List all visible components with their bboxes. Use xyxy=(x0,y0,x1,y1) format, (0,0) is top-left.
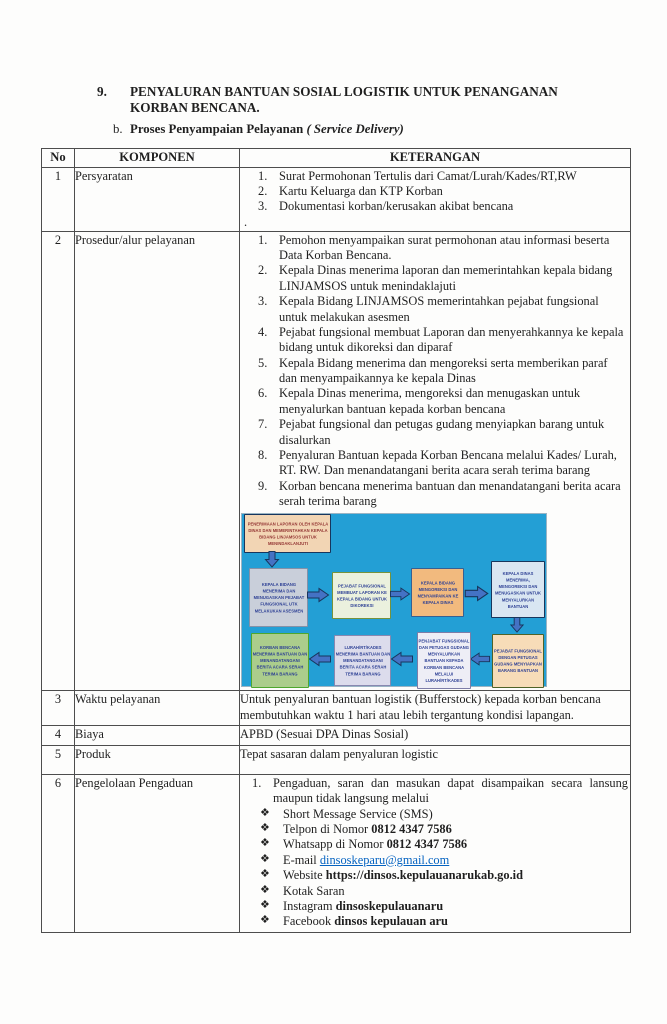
list-item xyxy=(258,325,630,356)
row1-no: 1 xyxy=(42,167,75,231)
channel-label: Website xyxy=(283,868,326,883)
flow-arrow-down-icon xyxy=(265,551,279,568)
channel-item xyxy=(260,853,630,868)
flow-box-text: PENERIMAAN LAPORAN OLEH KEPALA DINAS DAN MEMERINTAHKAN KEPALA BIDANG LINJAMSOS UNTUK MENINDAKLANJUTI xyxy=(247,521,328,547)
channel-text xyxy=(283,837,630,852)
table-row xyxy=(42,774,631,932)
channel-item xyxy=(260,868,630,883)
list-item xyxy=(258,356,630,387)
flow-arrow-left-icon xyxy=(391,652,413,666)
subheading-letter: b. xyxy=(113,122,123,137)
flow-box-pejabat-membuat-laporan xyxy=(332,572,391,619)
channel-item xyxy=(260,807,630,822)
channel-label: Whatsapp di Nomor xyxy=(283,837,387,852)
header-keterangan: KETERANGAN xyxy=(240,149,631,168)
row4-no: 4 xyxy=(42,726,75,745)
list-item xyxy=(258,417,630,448)
channel-label: Instagram xyxy=(283,898,336,913)
list-item-number: 2. xyxy=(258,263,268,278)
persyaratan-list xyxy=(240,169,630,215)
list-item-number: 2. xyxy=(258,183,268,198)
flow-box-text: PENJABAT FUNGSIONAL DAN PETUGAS GUDANG MENYALURKAN BANTUAN KEPADA KORBAN BENCANA MELALUI LURAH/RT/KADES xyxy=(418,639,470,683)
intro-number: 1. xyxy=(252,775,262,790)
channel-text xyxy=(283,807,630,822)
flow-box-text: LURAH/RT/KADES MENERIMA BANTUAN DAN MENANDATANGANI BERITA ACARA SERAH TERIMA BARANG xyxy=(335,645,390,677)
channel-label: Short Message Service (SMS) xyxy=(283,806,433,821)
list-item xyxy=(258,263,630,294)
diamond-bullet-icon: ❖ xyxy=(260,883,270,896)
heading-block xyxy=(97,84,602,138)
channel-label: Telpon di Nomor xyxy=(283,822,372,837)
heading-line2: KORBAN BENCANA. xyxy=(130,100,260,116)
flow-box-text: PEJABAT FUNGSIONAL MEMBUAT LAPORAN KE KEPALA BIDANG UNTUK DIKOREKSI xyxy=(336,583,387,609)
email-link[interactable]: dinsoskeparu@gmail.com xyxy=(319,852,450,867)
list-item-number: 1. xyxy=(258,168,268,183)
list-item-text: Pemohon menyampaikan surat permohonan atau informasi beserta Data Korban Bencana. xyxy=(279,232,610,263)
channel-item xyxy=(260,822,630,837)
header-no: No xyxy=(42,149,75,168)
channel-text xyxy=(283,868,630,883)
list-item-number: 3. xyxy=(258,199,268,214)
diamond-bullet-icon: ❖ xyxy=(260,806,270,819)
diamond-bullet-icon: ❖ xyxy=(260,914,270,927)
list-item-number: 5. xyxy=(258,355,268,370)
list-item xyxy=(258,169,630,184)
row6-no: 6 xyxy=(42,774,75,932)
subheading-title-text: Proses Penyampaian Pelayanan xyxy=(130,122,307,137)
row2-keterangan xyxy=(240,231,631,691)
row3-no: 3 xyxy=(42,691,75,726)
list-item-text: Pejabat fungsional membuat Laporan dan menyerahkannya ke kepala bidang untuk dikoreksi dan diparaf xyxy=(279,324,624,355)
row5-no: 5 xyxy=(42,745,75,774)
list-item xyxy=(258,199,630,214)
flow-box-text: KEPALA DINAS MENERIMA, MENGOREKSI DAN MENUGASKAN UNTUK MENYALURKAN BANTUAN xyxy=(494,571,542,609)
flow-box-kepala-bidang-mengoreksi xyxy=(411,568,464,617)
flow-box-text: KEPALA BIDANG MENERIMA DAN MENUGASKAN PEJABAT FUNGSIONAL UTK MELAKUKAN ASESMEN xyxy=(253,582,304,614)
channel-item xyxy=(260,837,630,852)
list-item-number: 6. xyxy=(258,386,268,401)
heading-line1: PENYALURAN BANTUAN SOSIAL LOGISTIK UNTUK PENANGANAN xyxy=(130,84,558,99)
flow-box-korban-menerima xyxy=(251,633,309,688)
channel-text xyxy=(283,822,630,837)
list-item-text: Kartu Keluarga dan KTP Korban xyxy=(279,183,443,198)
row4-keterangan: APBD (Sesuai DPA Dinas Sosial) xyxy=(240,726,631,745)
flow-box-text: PEJABAT FUNGSIONAL DENGAN PETUGAS GUDANG MENYIAPKAN BARANG BANTUAN xyxy=(494,649,542,674)
list-item-number: 7. xyxy=(258,417,268,432)
channel-label: Facebook xyxy=(283,914,335,929)
channel-value-bold: dinsos kepulauan aru xyxy=(334,914,448,929)
channel-item xyxy=(260,899,630,914)
diamond-bullet-icon: ❖ xyxy=(260,898,270,911)
list-item-text: Surat Permohonan Tertulis dari Camat/Lurah/Kades/RT,RW xyxy=(279,168,577,183)
row2-no: 2 xyxy=(42,231,75,691)
diamond-bullet-icon: ❖ xyxy=(260,837,270,850)
row3-keterangan: Untuk penyaluran bantuan logistik (Bufferstock) kepada korban bencana membutuhkan waktu 1 hari atau lebih tergantung kondisi lapangan. xyxy=(240,691,631,726)
row2-komponen: Prosedur/alur pelayanan xyxy=(75,231,240,691)
channel-text xyxy=(283,914,630,929)
row1-keterangan xyxy=(240,167,631,231)
list-item-number: 1. xyxy=(258,232,268,247)
pengaduan-intro xyxy=(240,776,630,807)
flow-arrow-right-icon xyxy=(307,588,329,602)
channel-label: E-mail xyxy=(283,852,320,867)
prosedur-list xyxy=(240,233,630,510)
flow-arrow-left-icon xyxy=(309,652,331,666)
table-row xyxy=(42,745,631,774)
flow-box-petugas-gudang-menyiapkan xyxy=(492,634,544,688)
channel-text xyxy=(283,884,630,899)
channel-label: Kotak Saran xyxy=(283,883,345,898)
flow-box-menyalurkan-bantuan xyxy=(417,632,471,689)
pengaduan-channels-list xyxy=(240,807,630,930)
procedure-flowchart xyxy=(241,513,547,687)
flow-box-text: KEPALA BIDANG MENGOREKSI DAN MENYAMPAIKAN KE KEPALA DINAS xyxy=(417,580,458,606)
list-item xyxy=(258,448,630,479)
row5-keterangan: Tepat sasaran dalam penyaluran logistic xyxy=(240,745,631,774)
subheading-title-italic: ( Service Delivery) xyxy=(306,122,404,137)
table-row xyxy=(42,726,631,745)
diamond-bullet-icon: ❖ xyxy=(260,868,270,881)
list-item-text: Kepala Bidang LINJAMSOS memerintahkan pejabat fungsional untuk melakukan asesmen xyxy=(279,294,599,324)
row6-komponen: Pengelolaan Pengaduan xyxy=(75,774,240,932)
list-item xyxy=(258,479,630,510)
flow-box-kepala-bidang-menugaskan xyxy=(249,568,308,627)
intro-text: Pengaduan, saran dan masukan dapat disampaikan secara lansung maupun tidak langsung melalui xyxy=(273,775,628,806)
list-item-text: Kepala Dinas menerima laporan dan memerintahkan kepala bidang LINJAMSOS untuk menindaklajuti xyxy=(279,263,613,293)
channel-value-bold: https://dinsos.kepulauanarukab.go.id xyxy=(325,868,524,883)
list-item-text: Pejabat fungsional dan petugas gudang menyiapkan barang untuk disalurkan xyxy=(279,417,605,447)
list-item-number: 8. xyxy=(258,447,268,462)
channel-text xyxy=(283,853,630,868)
table-row xyxy=(42,691,631,726)
flow-box-lurah-menerima xyxy=(334,635,391,686)
heading-number: 9. xyxy=(97,84,107,99)
flow-arrow-left-icon xyxy=(470,652,490,666)
row4-komponen: Biaya xyxy=(75,726,240,745)
table-row xyxy=(42,231,631,691)
list-item-text: Penyaluran Bantuan kepada Korban Bencana melalui Kades/ Lurah, RT. RW. Dan menandatangani berita acara serah terima barang xyxy=(279,447,617,478)
diamond-bullet-icon: ❖ xyxy=(260,852,270,865)
row6-keterangan xyxy=(240,774,631,932)
row5-komponen: Produk xyxy=(75,745,240,774)
list-item xyxy=(258,294,630,325)
list-item-text: Kepala Bidang menerima dan mengoreksi serta memberikan paraf dan menyampaikannya ke kepala Dinas xyxy=(279,355,608,386)
list-item-number: 3. xyxy=(258,294,268,309)
list-item xyxy=(258,233,630,264)
stray-dot: . xyxy=(244,214,248,229)
flow-arrow-right-icon xyxy=(464,586,489,601)
channel-item xyxy=(260,884,630,899)
list-item-number: 4. xyxy=(258,324,268,339)
table-row xyxy=(42,167,631,231)
channel-value-bold: dinsoskepulauanaru xyxy=(335,898,444,913)
flow-box-text: KORBAN BENCANA MENERIMA BANTUAN DAN MENANDATANGANI BERITA ACARA SERAH TERIMA BARANG xyxy=(252,645,308,677)
row1-komponen: Persyaratan xyxy=(75,167,240,231)
header-komponen: KOMPONEN xyxy=(75,149,240,168)
list-item-text: Korban bencana menerima bantuan dan menandatangani berita acara serah terima barang xyxy=(279,478,621,509)
subheading-title xyxy=(130,122,404,138)
channel-text xyxy=(283,899,630,914)
list-item-text: Dokumentasi korban/kerusakan akibat bencana xyxy=(279,199,514,214)
row3-komponen: Waktu pelayanan xyxy=(75,691,240,726)
flow-arrow-down-icon xyxy=(510,617,524,633)
table-header-row xyxy=(42,149,631,168)
channel-value-bold: 0812 4347 7586 xyxy=(371,822,452,837)
list-item xyxy=(258,386,630,417)
flow-arrow-right-icon xyxy=(390,587,410,601)
service-delivery-table xyxy=(41,148,631,933)
flow-box-kepala-dinas-menugaskan xyxy=(491,561,545,618)
list-item xyxy=(258,184,630,199)
diamond-bullet-icon: ❖ xyxy=(260,822,270,835)
list-item-text: Kepala Dinas menerima, mengoreksi dan menugaskan untuk menyalurkan bantuan kepada korban bencana xyxy=(279,386,581,416)
channel-item xyxy=(260,914,630,929)
channel-value-bold: 0812 4347 7586 xyxy=(386,837,468,852)
flow-box-penerimaan-laporan xyxy=(244,514,331,553)
list-item-number: 9. xyxy=(258,478,268,493)
